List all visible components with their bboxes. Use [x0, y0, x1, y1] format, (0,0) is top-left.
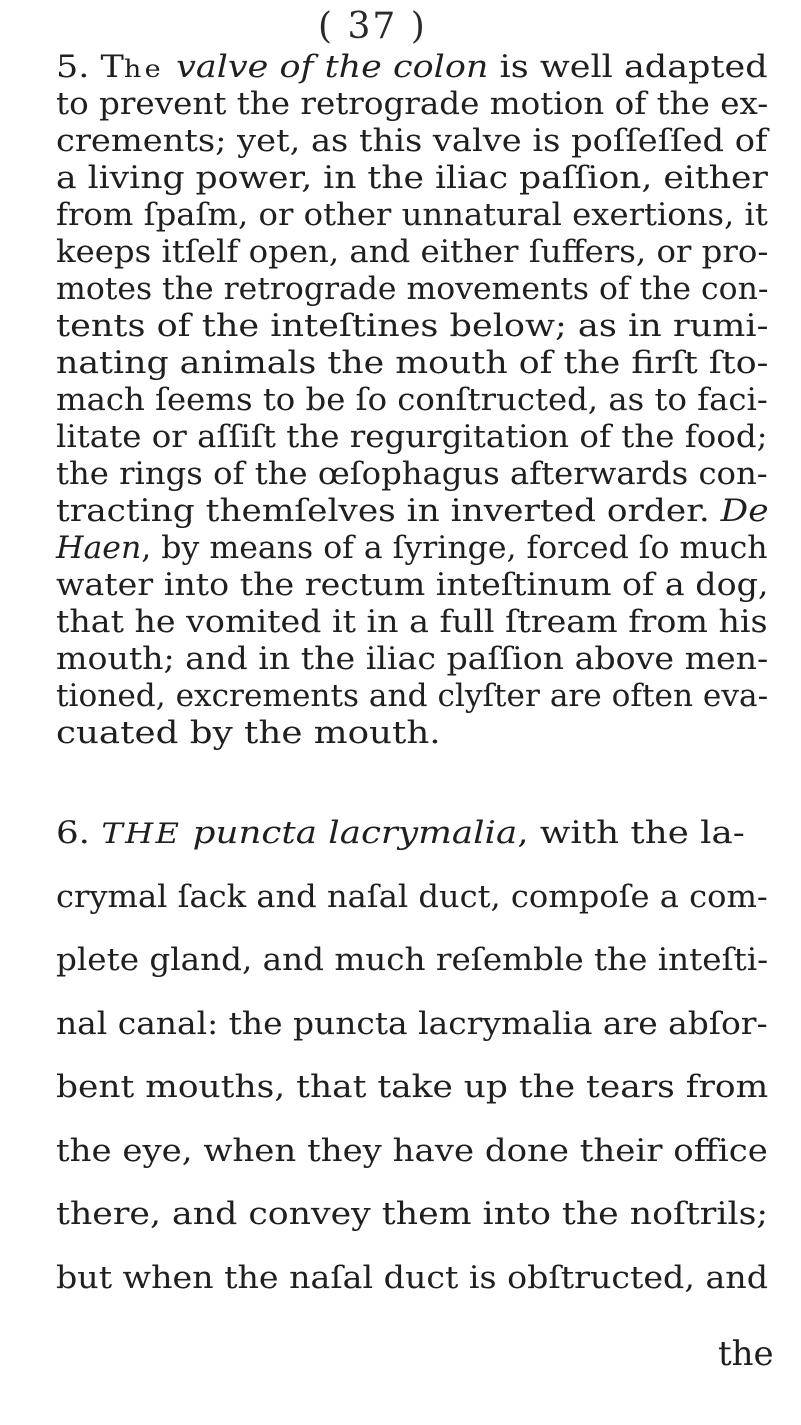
- paragraph-5-author-haen: Haen: [56, 530, 142, 566]
- paragraph-6-line-6: the eye, when they have done their office: [56, 1132, 768, 1169]
- paragraph-5-line-14-text: , by means of a ſyringe, forced ſo much: [141, 530, 768, 566]
- paragraph-5-line-1: [56, 49, 768, 85]
- paragraph-6-line-8: but when the naſal duct is obſtructed, and: [56, 1259, 768, 1296]
- paragraph-5-line-9: nating animals the mouth of the firſt ſto-: [56, 345, 769, 381]
- paragraph-5-line-6: keeps itſelf open, and either ſuffers, or pro-: [56, 234, 769, 270]
- paragraph-5-line-14: [56, 530, 768, 566]
- paragraph-5-line-13: [56, 493, 769, 529]
- paragraph-6-line-4: nal canal: the puncta lacrymalia are abſor-: [56, 1005, 768, 1042]
- paragraph-5-line-12: the rings of the œſophagus afterwards con-: [56, 456, 768, 492]
- paragraph-5-line-15: water into the rectum inteſtinum of a dog,: [56, 567, 769, 603]
- paragraph-5-line-19: cuated by the mouth.: [56, 715, 441, 751]
- paragraph-6-line-1: [56, 815, 745, 851]
- paragraph-6-line-2: crymal ſack and naſal duct, compoſe a com-: [56, 878, 768, 915]
- paragraph-6-line-1-rest: , with the la-: [517, 815, 745, 851]
- paragraph-5-author-de: De: [720, 493, 769, 529]
- paragraph-6-number: 6.: [56, 815, 91, 851]
- paragraph-5-line-4: a living power, in the iliac paſſion, either: [56, 160, 768, 196]
- paragraph-5-line-3: crements; yet, as this valve is poſſeſſed of: [56, 123, 768, 159]
- paragraph-5-line-11: litate or aſſiſt the regurgitation of the food;: [56, 419, 768, 455]
- paragraph-6-line-7: there, and convey them into the noſtrils;: [56, 1196, 769, 1232]
- paragraph-5-smallcaps: he: [123, 55, 177, 83]
- paragraph-5-line-7: motes the retrograde movements of the con-: [56, 271, 769, 307]
- paragraph-6-term: puncta lacrymalia: [192, 815, 518, 851]
- page-number: ( 37 ): [318, 6, 427, 47]
- paragraph-6-smallcaps: THE: [101, 817, 182, 850]
- paragraph-5-initial: T: [100, 49, 124, 85]
- paragraph-5-line-2: to prevent the retrograde motion of the ex-: [56, 86, 769, 122]
- paragraph-5-term: valve of the colon: [176, 49, 489, 85]
- catchword: the: [718, 1334, 774, 1374]
- paragraph-5-line-18: tioned, excrements and clyſter are often eva-: [56, 678, 769, 714]
- paragraph-5-line-10: mach ſeems to be ſo conſtructed, as to faci-: [56, 382, 768, 418]
- paragraph-5-line-1-rest: is well adapted: [488, 49, 768, 85]
- paragraph-5-line-16: that he vomited it in a full ſtream from his: [56, 604, 768, 640]
- paragraph-6-line-5: bent mouths, that take up the tears from: [56, 1069, 769, 1105]
- paragraph-5-line-17: mouth; and in the iliac paſſion above men-: [56, 641, 769, 677]
- paragraph-5-line-13-text: tracting themſelves in inverted order.: [56, 493, 721, 529]
- paragraph-5-number: 5.: [56, 49, 90, 85]
- paragraph-5-line-5: from ſpaſm, or other unnatural exertions, it: [56, 197, 768, 233]
- paragraph-6-line-3: plete gland, and much reſemble the inteſti-: [56, 942, 769, 978]
- paragraph-5-line-8: tents of the inteſtines below; as in rumi-: [56, 308, 769, 344]
